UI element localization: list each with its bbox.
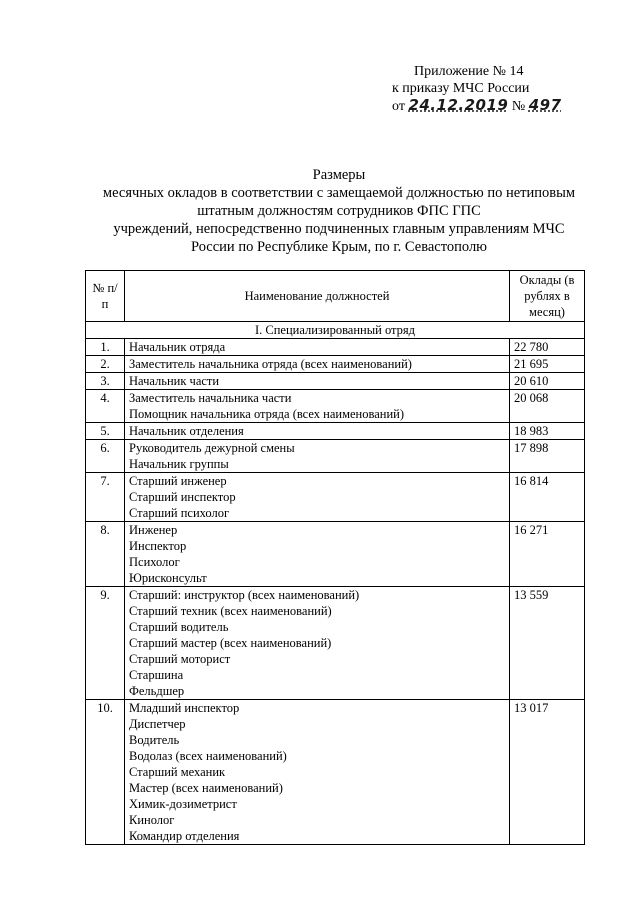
row-positions xyxy=(125,339,510,356)
table-row xyxy=(86,522,585,587)
table-row xyxy=(86,700,585,845)
position-name: Юрисконсульт xyxy=(129,571,207,585)
header-num: № п/п xyxy=(86,271,125,322)
position-name: Химик-дозиметрист xyxy=(129,797,237,811)
row-positions xyxy=(125,423,510,440)
row-positions xyxy=(125,522,510,587)
table-row xyxy=(86,390,585,423)
title-line-3: штатным должностям сотрудников ФПС ГПС xyxy=(197,203,481,219)
row-salary: 22 780 xyxy=(510,339,585,356)
position-name: Кинолог xyxy=(129,813,175,827)
position-name: Заместитель начальника отряда (всех наименований) xyxy=(129,357,412,371)
row-positions xyxy=(125,390,510,423)
row-number: 8. xyxy=(86,522,125,587)
row-number: 9. xyxy=(86,587,125,700)
position-name: Помощник начальника отряда (всех наименований) xyxy=(129,407,404,421)
row-positions xyxy=(125,587,510,700)
position-name: Старший мастер (всех наименований) xyxy=(129,636,332,650)
document-title xyxy=(86,166,592,256)
position-name: Старший инспектор xyxy=(129,490,236,504)
number-label: № xyxy=(511,99,526,114)
row-number: 1. xyxy=(86,339,125,356)
position-name: Диспетчер xyxy=(129,717,186,731)
position-name: Инспектор xyxy=(129,539,187,553)
position-name: Младший инспектор xyxy=(129,701,240,715)
row-salary: 20 610 xyxy=(510,373,585,390)
position-name: Старший: инструктор (всех наименований) xyxy=(129,588,360,602)
table-row xyxy=(86,440,585,473)
table-row xyxy=(86,356,585,373)
title-line-5: России по Республике Крым, по г. Севастополю xyxy=(190,239,488,255)
position-name: Старший механик xyxy=(129,765,226,779)
row-salary: 16 814 xyxy=(510,473,585,522)
appendix-order-ref: к приказу МЧС России xyxy=(392,81,530,96)
row-salary: 13 017 xyxy=(510,700,585,845)
position-name: Заместитель начальника части xyxy=(129,391,292,405)
row-number: 10. xyxy=(86,700,125,845)
salary-table xyxy=(85,270,585,845)
position-name: Начальник отделения xyxy=(129,424,244,438)
table-row xyxy=(86,587,585,700)
position-name: Начальник отряда xyxy=(129,340,226,354)
row-positions xyxy=(125,700,510,845)
row-number: 3. xyxy=(86,373,125,390)
row-number: 2. xyxy=(86,356,125,373)
table-header-row xyxy=(86,271,585,322)
position-name: Старшина xyxy=(129,668,184,682)
row-salary: 13 559 xyxy=(510,587,585,700)
table-row xyxy=(86,423,585,440)
position-name: Руководитель дежурной смены xyxy=(129,441,295,455)
position-name: Командир отделения xyxy=(129,829,240,843)
position-name: Психолог xyxy=(129,555,180,569)
position-name: Водитель xyxy=(129,733,180,747)
header-salary: Оклады (в рублях в месяц) xyxy=(510,271,585,322)
table-body xyxy=(86,322,585,845)
row-number: 4. xyxy=(86,390,125,423)
table-row xyxy=(86,339,585,356)
from-label: от xyxy=(392,99,405,114)
position-name: Инженер xyxy=(129,523,178,537)
position-name: Старший техник (всех наименований) xyxy=(129,604,332,618)
handwritten-number: 497 xyxy=(528,96,562,114)
row-positions xyxy=(125,373,510,390)
section-title: I. Специализированный отряд xyxy=(86,322,585,339)
position-name: Мастер (всех наименований) xyxy=(129,781,283,795)
section-row xyxy=(86,322,585,339)
header-name: Наименование должностей xyxy=(125,271,510,322)
position-name: Старший водитель xyxy=(129,620,229,634)
row-positions xyxy=(125,440,510,473)
position-name: Начальник группы xyxy=(129,457,229,471)
table-row xyxy=(86,373,585,390)
row-positions xyxy=(125,473,510,522)
row-salary: 16 271 xyxy=(510,522,585,587)
position-name: Начальник части xyxy=(129,374,220,388)
row-positions xyxy=(125,356,510,373)
table-row xyxy=(86,473,585,522)
title-line-4: учреждений, непосредственно подчиненных главным управлениям МЧС xyxy=(113,221,565,237)
row-salary: 17 898 xyxy=(510,440,585,473)
handwritten-date: 24.12.2019 xyxy=(408,96,509,114)
position-name: Водолаз (всех наименований) xyxy=(129,749,287,763)
title-line-1: Размеры xyxy=(312,167,366,183)
title-line-2: месячных окладов в соответствии с замещаемой должностью по нетиповым xyxy=(102,185,576,201)
row-salary: 20 068 xyxy=(510,390,585,423)
row-number: 5. xyxy=(86,423,125,440)
appendix-block xyxy=(392,63,592,116)
row-number: 6. xyxy=(86,440,125,473)
appendix-title: Приложение № 14 xyxy=(414,64,524,79)
row-salary: 21 695 xyxy=(510,356,585,373)
position-name: Старший моторист xyxy=(129,652,231,666)
row-salary: 18 983 xyxy=(510,423,585,440)
position-name: Старший инженер xyxy=(129,474,227,488)
position-name: Фельдшер xyxy=(129,684,185,698)
row-number: 7. xyxy=(86,473,125,522)
appendix-date-line xyxy=(392,97,592,116)
position-name: Старший психолог xyxy=(129,506,230,520)
